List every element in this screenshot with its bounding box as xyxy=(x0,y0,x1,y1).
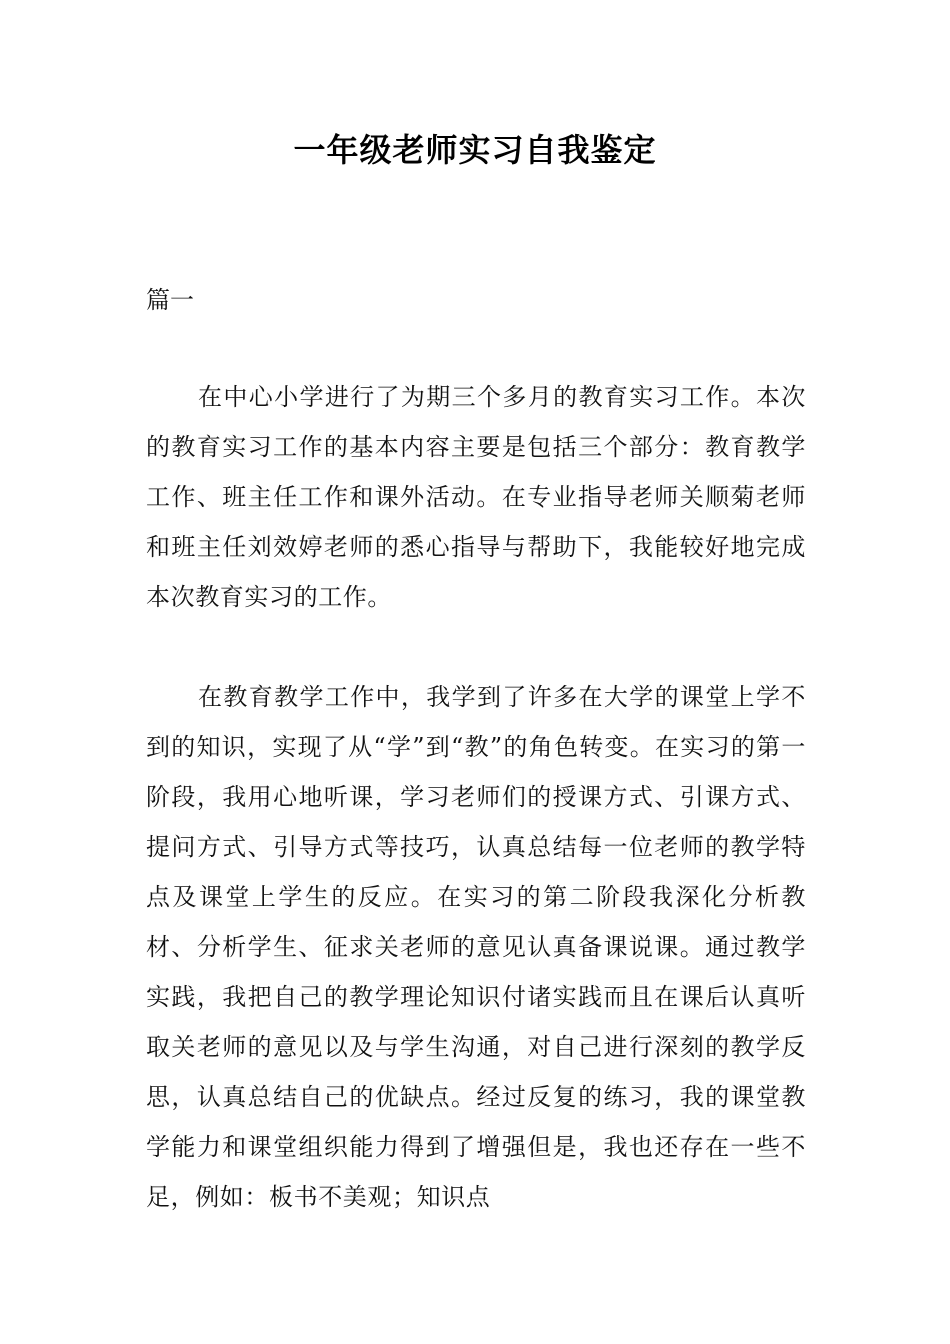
paragraph-1: 在中心小学进行了为期三个多月的教育实习工作。本次的教育实习工作的基本内容主要是包括三个部分：教育教学工作、班主任工作和课外活动。在专业指导老师关顺菊老师和班主任刘效婷老师的悉心指导与帮助下，我能较好地完成本次教育实习的工作。 xyxy=(146,383,806,611)
document-title: 一年级老师实习自我鉴定 xyxy=(293,131,657,169)
section-label: 篇一 xyxy=(146,286,194,314)
paragraph-2: 在教育教学工作中，我学到了许多在大学的课堂上学不到的知识，实现了从“学”到“教”的角色转变。在实习的第一阶段，我用心地听课，学习老师们的授课方式、引课方式、提问方式、引导方式等技巧，认真总结每一位老师的教学特点及课堂上学生的反应。在实习的第二阶段我深化分析教材、分析学生、征求关老师的意见认真备课说课。通过教学实践，我把自己的教学理论知识付诸实践而且在课后认真听取关老师的意见以及与学生沟通，对自己进行深刻的教学反思，认真总结自己的优缺点。经过反复的练习，我的课堂教学能力和课堂组织能力得到了增强但是，我也还存在一些不足，例如：板书不美观；知识点 xyxy=(146,683,806,1211)
